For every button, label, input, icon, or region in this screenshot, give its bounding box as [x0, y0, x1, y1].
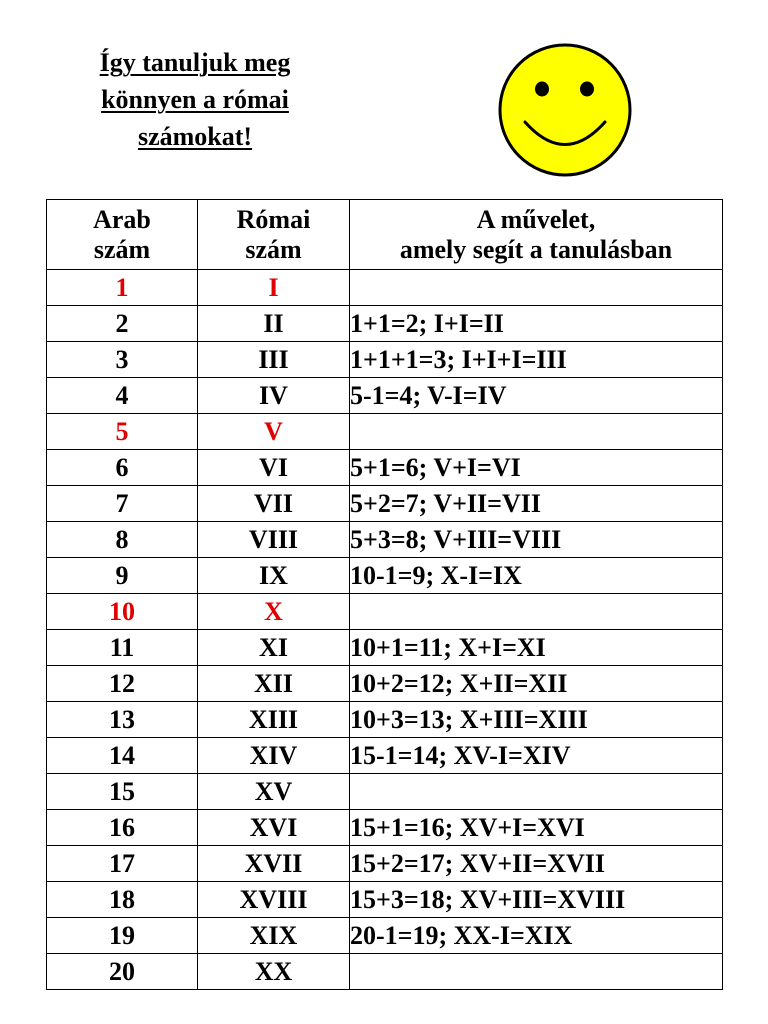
- cell-roman-numeral: XX: [198, 954, 350, 990]
- cell-roman-numeral: XVII: [198, 846, 350, 882]
- cell-arab-number: 17: [47, 846, 198, 882]
- table-row: [47, 774, 723, 810]
- cell-operation: 10+1=11; X+I=XI: [350, 630, 723, 666]
- table-row: [47, 918, 723, 954]
- title-line-3: számokat!: [137, 122, 253, 151]
- table-row: [47, 306, 723, 342]
- table-header-row: [47, 200, 723, 270]
- cell-operation: 15+3=18; XV+III=XVIII: [350, 882, 723, 918]
- cell-roman-numeral: XVI: [198, 810, 350, 846]
- cell-operation: 5+3=8; V+III=VIII: [350, 522, 723, 558]
- table-row: [47, 558, 723, 594]
- cell-operation: 10+2=12; X+II=XII: [350, 666, 723, 702]
- table-row: [47, 414, 723, 450]
- cell-operation: [350, 270, 723, 306]
- cell-arab-number: 6: [47, 450, 198, 486]
- roman-numerals-table: [46, 199, 723, 990]
- cell-roman-numeral: XI: [198, 630, 350, 666]
- cell-operation: 15+2=17; XV+II=XVII: [350, 846, 723, 882]
- cell-operation: 10+3=13; X+III=XIII: [350, 702, 723, 738]
- cell-arab-number: 2: [47, 306, 198, 342]
- cell-roman-numeral: XII: [198, 666, 350, 702]
- cell-arab-number: 8: [47, 522, 198, 558]
- cell-operation: [350, 594, 723, 630]
- cell-arab-number: 7: [47, 486, 198, 522]
- cell-arab-number: 5: [47, 414, 198, 450]
- cell-arab-number: 9: [47, 558, 198, 594]
- cell-operation: [350, 414, 723, 450]
- cell-roman-numeral: I: [198, 270, 350, 306]
- table-row: [47, 810, 723, 846]
- cell-arab-number: 18: [47, 882, 198, 918]
- cell-roman-numeral: II: [198, 306, 350, 342]
- cell-roman-numeral: X: [198, 594, 350, 630]
- header-operation: A művelet, amely segít a tanulásban: [350, 200, 723, 270]
- table-row: [47, 738, 723, 774]
- table-row: [47, 378, 723, 414]
- cell-roman-numeral: XIX: [198, 918, 350, 954]
- cell-arab-number: 1: [47, 270, 198, 306]
- cell-roman-numeral: XIII: [198, 702, 350, 738]
- smiley-face-icon: [497, 42, 633, 178]
- table-body: [47, 270, 723, 990]
- smiley-left-eye: [535, 82, 549, 97]
- cell-roman-numeral: XV: [198, 774, 350, 810]
- cell-roman-numeral: VIII: [198, 522, 350, 558]
- cell-arab-number: 11: [47, 630, 198, 666]
- cell-arab-number: 3: [47, 342, 198, 378]
- cell-operation: 10-1=9; X-I=IX: [350, 558, 723, 594]
- cell-roman-numeral: IX: [198, 558, 350, 594]
- cell-arab-number: 15: [47, 774, 198, 810]
- cell-operation: 5-1=4; V-I=IV: [350, 378, 723, 414]
- cell-arab-number: 13: [47, 702, 198, 738]
- smiley-face-circle: [500, 45, 630, 175]
- cell-operation: 15+1=16; XV+I=XVI: [350, 810, 723, 846]
- cell-roman-numeral: IV: [198, 378, 350, 414]
- cell-roman-numeral: V: [198, 414, 350, 450]
- cell-operation: 1+1+1=3; I+I+I=III: [350, 342, 723, 378]
- table-row: [47, 486, 723, 522]
- table-row: [47, 846, 723, 882]
- cell-arab-number: 20: [47, 954, 198, 990]
- cell-roman-numeral: XIV: [198, 738, 350, 774]
- smiley-right-eye: [580, 82, 594, 97]
- title-line-1: Így tanuljuk meg: [99, 48, 291, 77]
- title-line-2: könnyen a római: [101, 85, 289, 114]
- cell-arab-number: 10: [47, 594, 198, 630]
- cell-arab-number: 19: [47, 918, 198, 954]
- cell-arab-number: 16: [47, 810, 198, 846]
- cell-arab-number: 4: [47, 378, 198, 414]
- table-row: [47, 882, 723, 918]
- cell-operation: [350, 954, 723, 990]
- table-row: [47, 630, 723, 666]
- cell-operation: [350, 774, 723, 810]
- cell-roman-numeral: XVIII: [198, 882, 350, 918]
- table-row: [47, 270, 723, 306]
- header-arab: Arab szám: [47, 200, 198, 270]
- table-row: [47, 342, 723, 378]
- cell-operation: 15-1=14; XV-I=XIV: [350, 738, 723, 774]
- cell-roman-numeral: VII: [198, 486, 350, 522]
- page-title: [60, 44, 330, 155]
- table-row: [47, 522, 723, 558]
- table-row: [47, 594, 723, 630]
- table-row: [47, 450, 723, 486]
- cell-operation: 1+1=2; I+I=II: [350, 306, 723, 342]
- table-row: [47, 666, 723, 702]
- cell-operation: 20-1=19; XX-I=XIX: [350, 918, 723, 954]
- cell-roman-numeral: VI: [198, 450, 350, 486]
- table-row: [47, 702, 723, 738]
- cell-operation: 5+2=7; V+II=VII: [350, 486, 723, 522]
- header-roman: Római szám: [198, 200, 350, 270]
- cell-roman-numeral: III: [198, 342, 350, 378]
- table-row: [47, 954, 723, 990]
- cell-operation: 5+1=6; V+I=VI: [350, 450, 723, 486]
- cell-arab-number: 14: [47, 738, 198, 774]
- cell-arab-number: 12: [47, 666, 198, 702]
